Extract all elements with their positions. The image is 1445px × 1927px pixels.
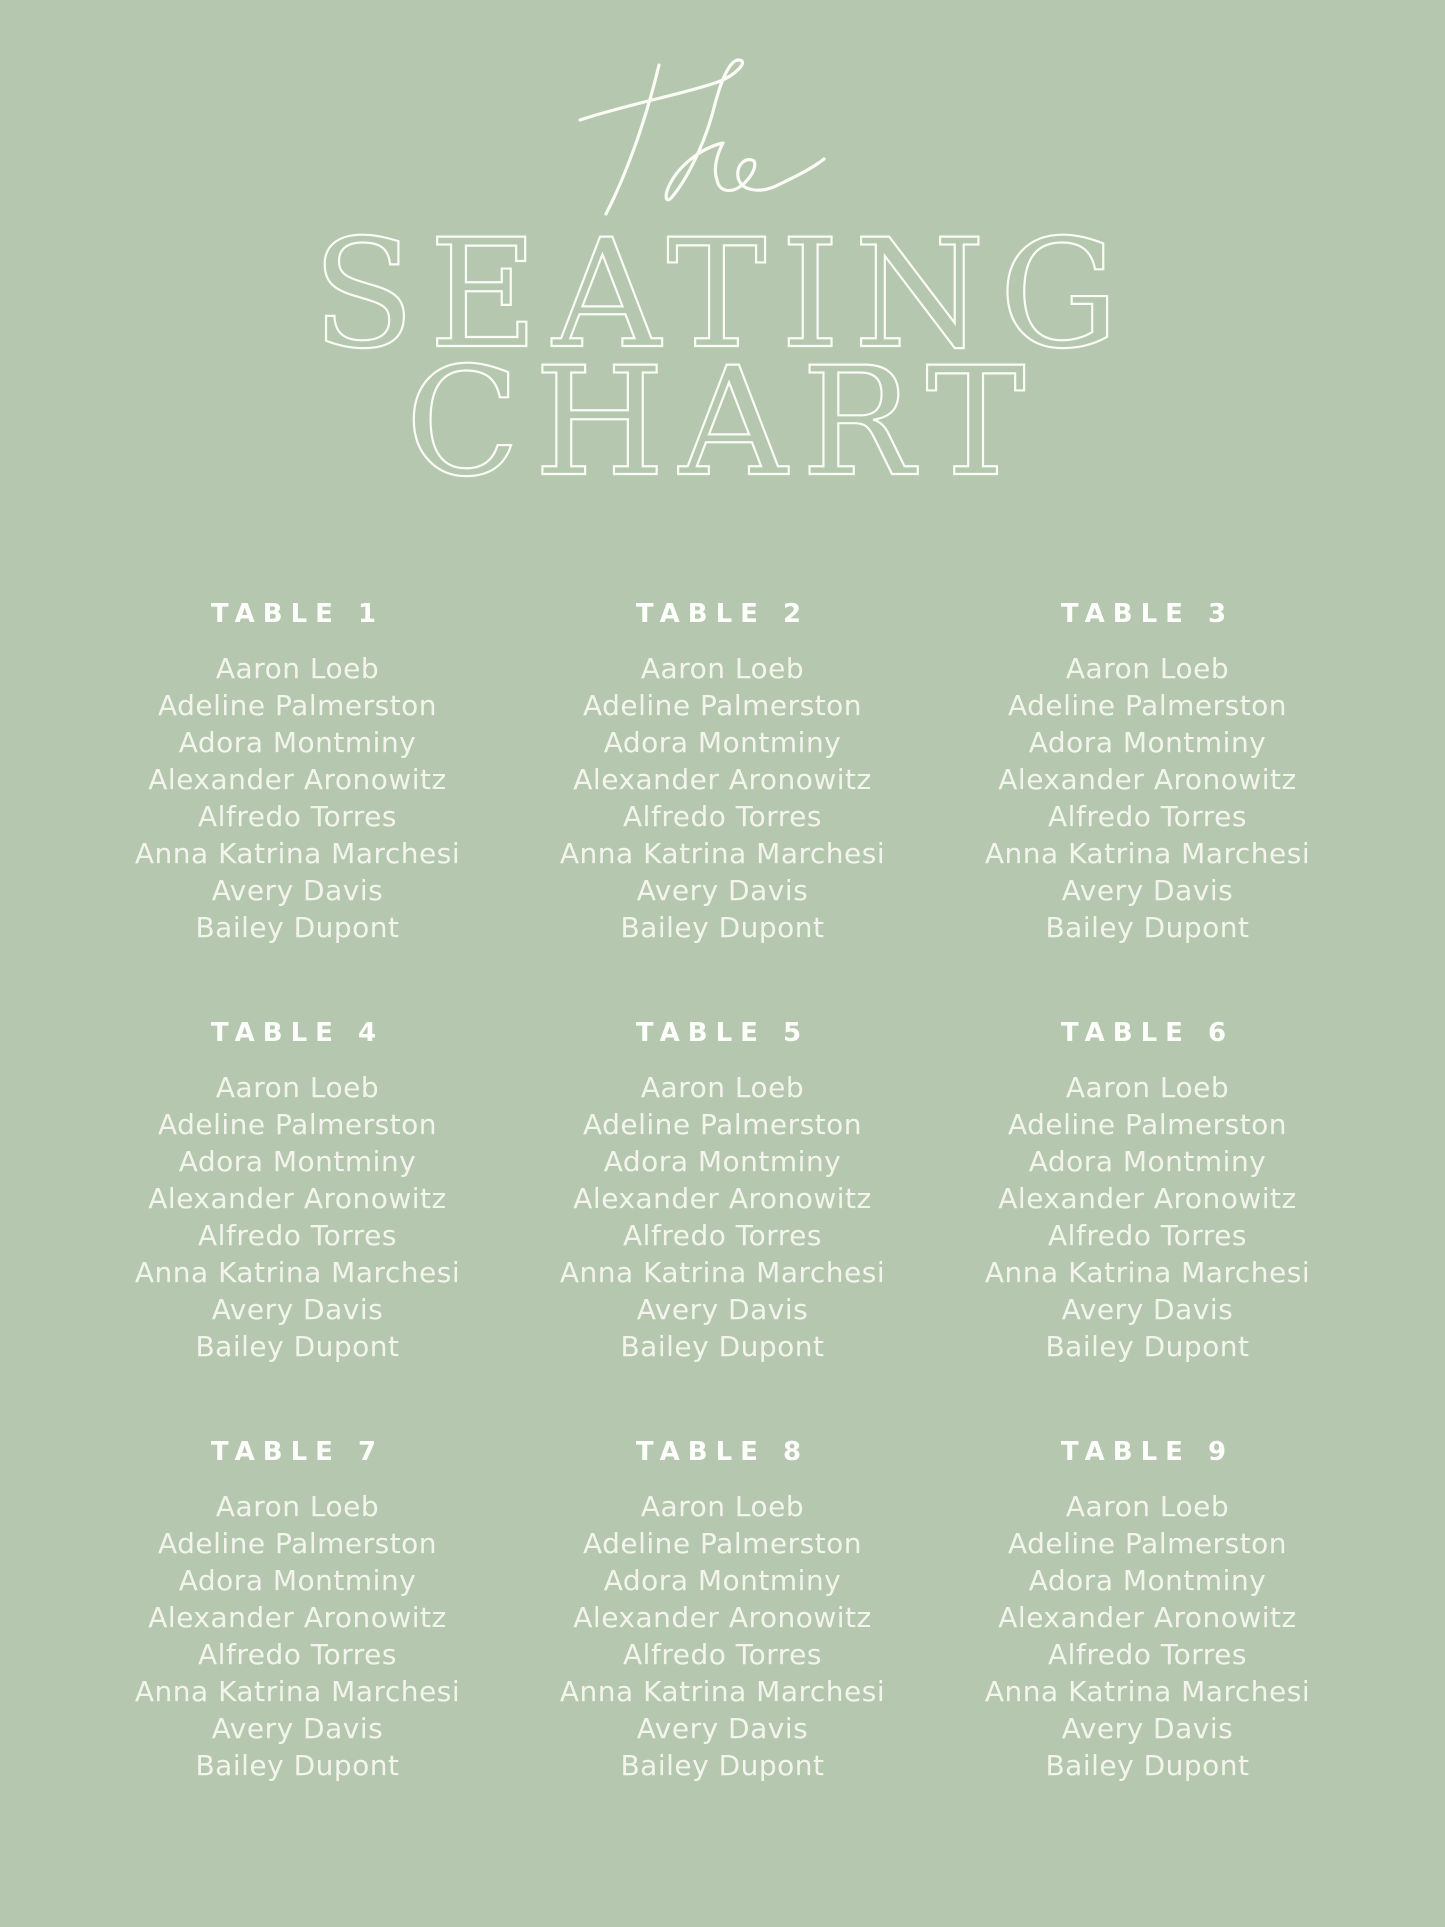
guest-name: Adora Montminy	[178, 726, 417, 759]
guest-name: Aaron Loeb	[1065, 652, 1230, 685]
guest-name: Aaron Loeb	[640, 1490, 805, 1523]
guest-name: Avery Davis	[1061, 1293, 1234, 1326]
guest-name: Bailey Dupont	[1045, 1330, 1250, 1363]
guest-name: Bailey Dupont	[195, 1330, 400, 1363]
table-label: TABLE 2	[635, 599, 810, 629]
guest-name: Alexander Aronowitz	[573, 1182, 872, 1215]
guest-name: Aaron Loeb	[640, 652, 805, 685]
table-section-1	[85, 599, 510, 946]
guest-name: Alexander Aronowitz	[998, 763, 1297, 796]
table-section-4	[85, 1018, 510, 1365]
guest-name: Anna Katrina Marchesi	[134, 1256, 461, 1289]
guest-name: Anna Katrina Marchesi	[559, 1256, 886, 1289]
guest-name: Bailey Dupont	[620, 911, 825, 944]
table-section-7	[85, 1437, 510, 1784]
guest-list	[510, 650, 935, 946]
guest-name: Adora Montminy	[603, 1145, 842, 1178]
guest-name: Avery Davis	[636, 1293, 809, 1326]
guest-name: Aaron Loeb	[215, 1490, 380, 1523]
guest-name: Alfredo Torres	[1048, 1219, 1247, 1252]
guest-name: Bailey Dupont	[620, 1330, 825, 1363]
script-word-the	[576, 56, 826, 218]
guest-name: Anna Katrina Marchesi	[134, 837, 461, 870]
guest-name: Anna Katrina Marchesi	[559, 1675, 886, 1708]
guest-name: Alexander Aronowitz	[573, 1601, 872, 1634]
guest-name: Bailey Dupont	[195, 1749, 400, 1782]
guest-name: Bailey Dupont	[620, 1749, 825, 1782]
guest-name: Adeline Palmerston	[582, 689, 863, 722]
guest-list	[510, 1488, 935, 1784]
guest-name: Adeline Palmerston	[1007, 1108, 1288, 1141]
guest-name: Adora Montminy	[603, 1564, 842, 1597]
table-section-9	[935, 1437, 1360, 1784]
guest-name: Avery Davis	[211, 874, 384, 907]
table-label: TABLE 3	[1060, 599, 1235, 629]
guest-name: Adeline Palmerston	[582, 1527, 863, 1560]
guest-list	[510, 1069, 935, 1365]
guest-name: Avery Davis	[211, 1712, 384, 1745]
guest-name: Alexander Aronowitz	[148, 1601, 447, 1634]
table-label: TABLE 4	[210, 1018, 385, 1048]
guest-list	[935, 1069, 1360, 1365]
table-section-3	[935, 599, 1360, 946]
guest-name: Alfredo Torres	[198, 800, 397, 833]
table-label: TABLE 8	[635, 1437, 810, 1467]
guest-name: Bailey Dupont	[1045, 911, 1250, 944]
guest-name: Alfredo Torres	[623, 1219, 822, 1252]
guest-name: Adeline Palmerston	[157, 1108, 438, 1141]
the-script-lettering	[576, 56, 826, 218]
guest-name: Adeline Palmerston	[157, 689, 438, 722]
table-section-2	[510, 599, 935, 946]
table-label: TABLE 6	[1060, 1018, 1235, 1048]
guest-name: Aaron Loeb	[215, 1071, 380, 1104]
guest-name: Adeline Palmerston	[582, 1108, 863, 1141]
table-label: TABLE 5	[635, 1018, 810, 1048]
guest-list	[85, 650, 510, 946]
guest-name: Aaron Loeb	[640, 1071, 805, 1104]
guest-name: Adeline Palmerston	[1007, 1527, 1288, 1560]
guest-name: Aaron Loeb	[1065, 1490, 1230, 1523]
table-section-6	[935, 1018, 1360, 1365]
guest-name: Anna Katrina Marchesi	[984, 837, 1311, 870]
guest-name: Avery Davis	[636, 1712, 809, 1745]
guest-name: Bailey Dupont	[1045, 1749, 1250, 1782]
guest-name: Alfredo Torres	[1048, 1638, 1247, 1671]
guest-name: Alfredo Torres	[623, 800, 822, 833]
guest-name: Alfredo Torres	[198, 1638, 397, 1671]
guest-name: Adeline Palmerston	[157, 1527, 438, 1560]
guest-name: Adora Montminy	[1028, 1564, 1267, 1597]
the-e-swash	[717, 159, 824, 191]
guest-name: Anna Katrina Marchesi	[984, 1256, 1311, 1289]
title-line-seating: SEATING	[312, 208, 1133, 382]
guest-name: Alexander Aronowitz	[998, 1601, 1297, 1634]
guest-name: Bailey Dupont	[195, 911, 400, 944]
guest-name: Alexander Aronowitz	[148, 1182, 447, 1215]
guest-list	[85, 1069, 510, 1365]
table-label: TABLE 9	[1060, 1437, 1235, 1467]
tables-grid	[85, 599, 1360, 1784]
guest-name: Avery Davis	[211, 1293, 384, 1326]
guest-name: Avery Davis	[1061, 1712, 1234, 1745]
guest-name: Anna Katrina Marchesi	[984, 1675, 1311, 1708]
guest-name: Adora Montminy	[1028, 1145, 1267, 1178]
table-label: TABLE 1	[210, 599, 385, 629]
guest-name: Alfredo Torres	[198, 1219, 397, 1252]
table-section-8	[510, 1437, 935, 1784]
guest-name: Adeline Palmerston	[1007, 689, 1288, 722]
guest-name: Avery Davis	[636, 874, 809, 907]
the-t-stem	[606, 65, 659, 214]
guest-name: Alexander Aronowitz	[148, 763, 447, 796]
guest-list	[935, 650, 1360, 946]
guest-name: Alexander Aronowitz	[998, 1182, 1297, 1215]
guest-name: Adora Montminy	[178, 1145, 417, 1178]
guest-list	[935, 1488, 1360, 1784]
poster-title	[0, 208, 1445, 510]
table-section-5	[510, 1018, 935, 1365]
guest-name: Aaron Loeb	[215, 652, 380, 685]
guest-name: Anna Katrina Marchesi	[559, 837, 886, 870]
guest-name: Alfredo Torres	[623, 1638, 822, 1671]
guest-name: Alexander Aronowitz	[573, 763, 872, 796]
guest-name: Anna Katrina Marchesi	[134, 1675, 461, 1708]
guest-name: Aaron Loeb	[1065, 1071, 1230, 1104]
table-label: TABLE 7	[210, 1437, 385, 1467]
title-line-chart: CHART	[405, 336, 1040, 510]
guest-list	[85, 1488, 510, 1784]
guest-name: Adora Montminy	[603, 726, 842, 759]
guest-name: Alfredo Torres	[1048, 800, 1247, 833]
guest-name: Adora Montminy	[178, 1564, 417, 1597]
the-crossbar-h	[580, 60, 742, 200]
guest-name: Avery Davis	[1061, 874, 1234, 907]
guest-name: Adora Montminy	[1028, 726, 1267, 759]
